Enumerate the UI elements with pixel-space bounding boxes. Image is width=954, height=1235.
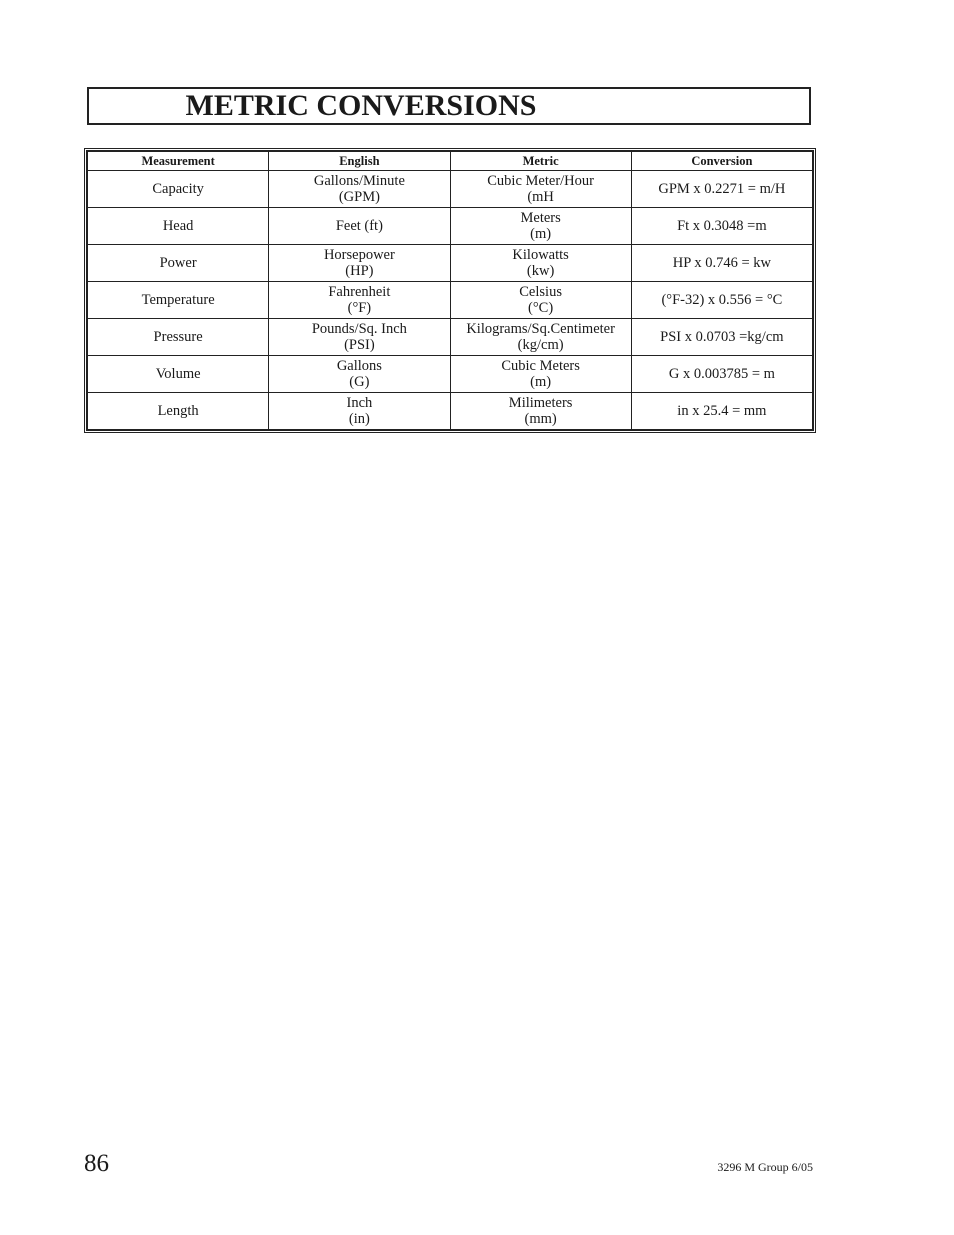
cell-line: (°C) [528,300,554,316]
cell-line: (°F) [347,300,372,316]
cell-english [269,208,450,245]
cell-measurement: Volume [88,356,269,393]
cell-conversion: PSI x 0.0703 =kg/cm [631,319,812,356]
cell-english [269,319,450,356]
cell-conversion: HP x 0.746 = kw [631,245,812,282]
cell-conversion: Ft x 0.3048 =m [631,208,812,245]
table-row [88,245,813,282]
cell-line: (HP) [345,263,374,279]
page-number: 86 [84,1150,109,1177]
conversion-table-frame [84,148,816,433]
page-title: METRIC CONVERSIONS [185,89,537,122]
cell-metric [450,356,631,393]
cell-english [269,245,450,282]
cell-line: Kilograms/Sq.Centimeter [466,321,615,337]
cell-english [269,356,450,393]
cell-conversion: G x 0.003785 = m [631,356,812,393]
cell-measurement: Power [88,245,269,282]
cell-line: Meters [520,210,561,226]
table-header-row [88,152,813,171]
cell-line: (kg/cm) [517,337,564,353]
conversion-table [87,151,813,430]
document-code: 3296 M Group 6/05 [717,1160,813,1174]
table-row [88,356,813,393]
cell-metric [450,171,631,208]
cell-measurement: Temperature [88,282,269,319]
cell-measurement: Pressure [88,319,269,356]
cell-conversion: GPM x 0.2271 = m/H [631,171,812,208]
cell-measurement: Length [88,393,269,430]
cell-english [269,282,450,319]
cell-line: (m) [530,226,552,242]
header-english: English [269,152,450,171]
cell-line: Celsius [519,284,562,300]
cell-conversion: (°F-32) x 0.556 = °C [631,282,812,319]
cell-line: Horsepower [323,247,395,263]
cell-line: (kw) [526,263,555,279]
table-row [88,282,813,319]
cell-line: Pounds/Sq. Inch [311,321,407,337]
cell-line: (mH [527,189,554,205]
cell-line: (GPM) [338,189,380,205]
table-row [88,393,813,430]
cell-metric [450,282,631,319]
cell-metric [450,245,631,282]
table-row [88,208,813,245]
cell-line: Fahrenheit [328,284,391,300]
cell-conversion: in x 25.4 = mm [631,393,812,430]
header-conversion: Conversion [631,152,812,171]
cell-measurement: Head [88,208,269,245]
table-row [88,319,813,356]
cell-line: Feet (ft) [335,218,383,234]
cell-line: (G) [349,374,370,390]
table-row [88,171,813,208]
cell-measurement: Capacity [88,171,269,208]
cell-line: Gallons [336,358,382,374]
cell-metric [450,319,631,356]
cell-line: Cubic Meter/Hour [487,173,594,189]
cell-line: Kilowatts [512,247,569,263]
cell-metric [450,208,631,245]
cell-line: (mm) [524,411,557,427]
cell-line: Cubic Meters [501,358,580,374]
cell-metric [450,393,631,430]
cell-line: Inch [346,395,373,411]
header-measurement: Measurement [88,152,269,171]
header-metric: Metric [450,152,631,171]
cell-english [269,393,450,430]
cell-line: Gallons/Minute [313,173,405,189]
cell-line: (in) [348,411,370,427]
cell-line: (m) [530,374,552,390]
cell-line: Milimeters [508,395,573,411]
cell-line: (PSI) [344,337,375,353]
title-box [87,87,811,125]
cell-english [269,171,450,208]
